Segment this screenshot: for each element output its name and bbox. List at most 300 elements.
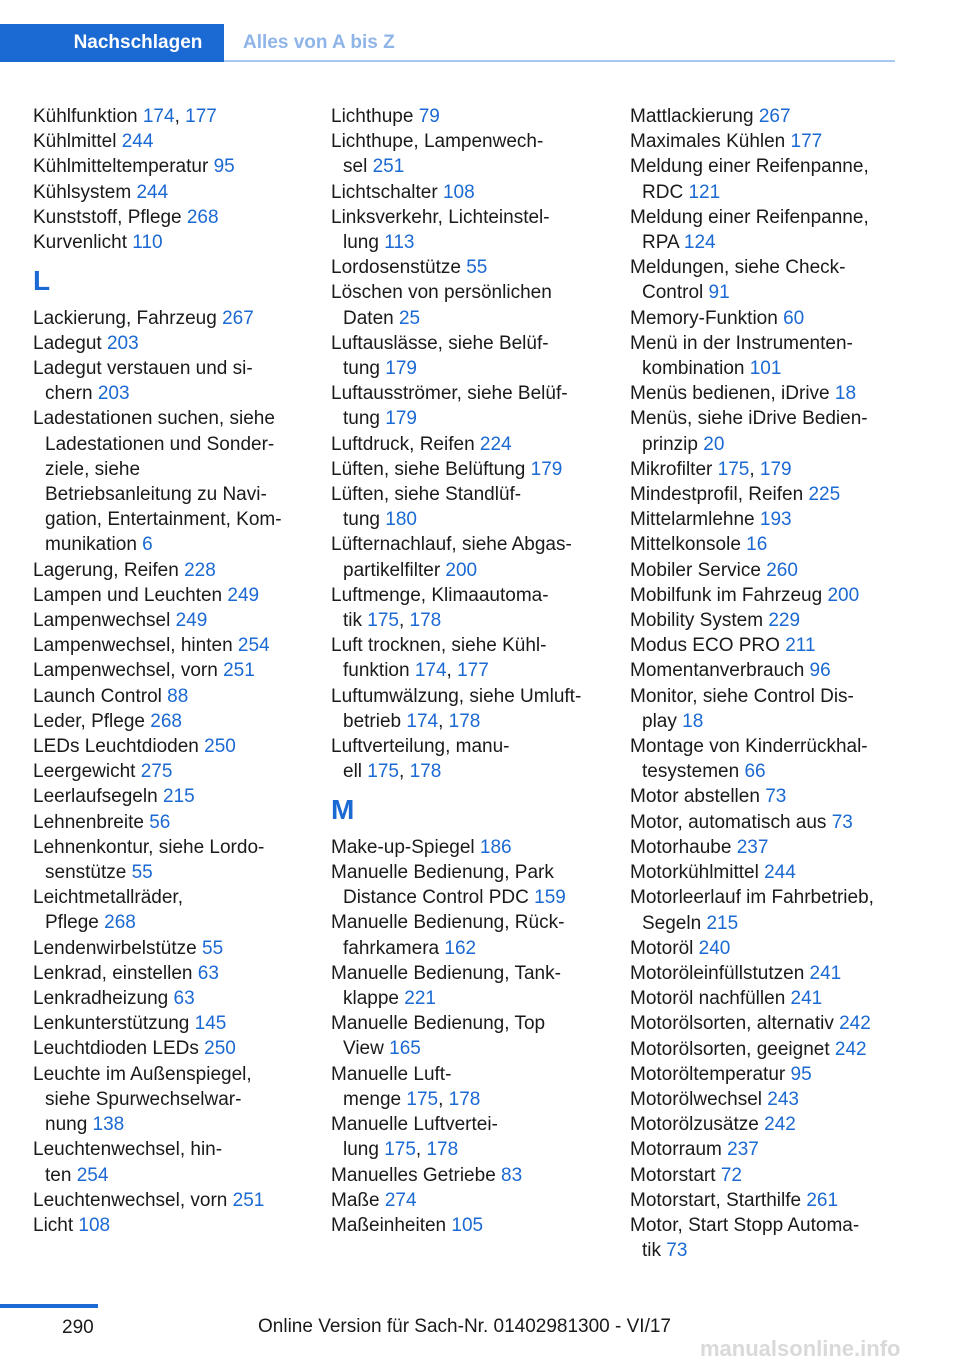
- index-entry: [331, 860, 606, 910]
- page-reference-link[interactable]: 165: [389, 1038, 421, 1060]
- page-reference-link[interactable]: 159: [534, 887, 566, 909]
- index-letter-heading: M: [331, 794, 355, 826]
- index-letter-heading: L: [33, 264, 51, 296]
- index-entry: [33, 1036, 308, 1061]
- index-term: Kunststoff, Pflege: [33, 206, 187, 228]
- page-reference-link[interactable]: 215: [162, 786, 195, 808]
- index-entry: [630, 129, 905, 154]
- index-entry: [33, 961, 308, 986]
- index-term: Lendenwirbelstütze: [33, 937, 202, 959]
- index-term: Maßeinheiten: [331, 1214, 452, 1236]
- page-ref-separator: ,: [398, 610, 410, 632]
- page-reference-link[interactable]: 241: [790, 988, 823, 1010]
- index-entry: [33, 104, 308, 129]
- page-reference-link[interactable]: 244: [121, 131, 154, 153]
- index-term: Lüften, siehe Belüftung: [331, 458, 531, 480]
- index-entry: [331, 1188, 606, 1213]
- index-term: Kühlfunktion: [33, 106, 143, 127]
- page-reference-link[interactable]: 175: [384, 1139, 416, 1161]
- index-term: Memory-Funktion: [630, 307, 784, 329]
- page-reference-link[interactable]: 174: [414, 660, 447, 682]
- index-term: Meldung einer Reifenpanne, RPA: [630, 206, 869, 254]
- index-term: Kühlmitteltemperatur: [33, 156, 214, 178]
- page-reference-link[interactable]: 203: [106, 332, 139, 354]
- index-term: Menüs bedienen, iDrive: [630, 383, 835, 405]
- index-entry: [331, 104, 606, 129]
- index-entry: [33, 784, 308, 809]
- index-term: Mindestprofil, Reifen: [630, 484, 809, 506]
- footer-accent-bar: [0, 1304, 98, 1308]
- page-reference-link[interactable]: 260: [766, 559, 798, 581]
- page-reference-link[interactable]: 240: [698, 937, 731, 959]
- chapter-header: [0, 24, 895, 62]
- index-term: Mobilfunk im Fahrzeug: [630, 584, 828, 606]
- index-entry: [33, 885, 308, 935]
- index-entry: [630, 1062, 905, 1087]
- index-term: Manuelle Luftvertei- lung: [331, 1114, 498, 1161]
- index-entry: [630, 1213, 905, 1263]
- page-reference-link[interactable]: 274: [384, 1189, 417, 1211]
- index-term: Lenkrad, einstellen: [33, 962, 198, 984]
- index-entry: [33, 658, 308, 683]
- index-term: Monitor, siehe Control Dis- play: [630, 685, 854, 732]
- page-reference-link[interactable]: 16: [746, 534, 768, 556]
- index-entry: [331, 205, 606, 255]
- index-term: Lordosenstütze: [331, 257, 467, 279]
- index-entry: [33, 129, 308, 154]
- page-reference-link[interactable]: 177: [457, 660, 489, 682]
- page-reference-link[interactable]: 250: [204, 736, 236, 758]
- page-reference-link[interactable]: 56: [149, 811, 171, 833]
- page-reference-link[interactable]: 124: [683, 232, 716, 254]
- index-entry: [630, 205, 905, 255]
- index-term: Lenkradheizung: [33, 988, 174, 1010]
- index-term: Motorstart, Starthilfe: [630, 1189, 807, 1211]
- index-term: Mattlackierung: [630, 106, 759, 127]
- index-entry: [33, 709, 308, 734]
- page-reference-link[interactable]: 211: [785, 635, 816, 657]
- index-entry: [33, 306, 308, 331]
- index-term: Motoröl nachfüllen: [630, 988, 791, 1010]
- page-reference-link[interactable]: 105: [451, 1214, 484, 1236]
- page-reference-link[interactable]: 121: [688, 181, 721, 203]
- page-reference-link[interactable]: 79: [418, 106, 440, 127]
- index-entry: [630, 633, 905, 658]
- page-reference-link[interactable]: 6: [142, 534, 153, 556]
- page-reference-link[interactable]: 254: [76, 1164, 109, 1186]
- page-reference-link[interactable]: 175: [406, 1088, 439, 1110]
- index-term: Motoröl: [630, 937, 699, 959]
- index-term: Modus ECO PRO: [630, 635, 786, 657]
- index-entry: [331, 129, 606, 179]
- page-reference-link[interactable]: 180: [385, 509, 417, 531]
- page-reference-link[interactable]: 20: [703, 433, 725, 455]
- index-entry: [331, 684, 606, 734]
- index-entry: [331, 280, 606, 330]
- page-reference-link[interactable]: 254: [237, 635, 270, 657]
- page-reference-link[interactable]: 178: [409, 761, 442, 783]
- page-reference-link[interactable]: 88: [167, 685, 189, 707]
- index-term: Lampenwechsel, hinten: [33, 635, 238, 657]
- page-reference-link[interactable]: 237: [727, 1139, 759, 1161]
- page-reference-link[interactable]: 268: [150, 710, 182, 732]
- index-term: Lüften, siehe Standlüf- tung: [331, 484, 522, 531]
- index-entry: [630, 381, 905, 406]
- page-reference-link[interactable]: 175: [717, 458, 750, 480]
- index-entry: [630, 558, 905, 583]
- index-entry: [33, 835, 308, 885]
- index-entry: [630, 154, 905, 204]
- index-entry: [630, 1087, 905, 1112]
- page-reference-link[interactable]: 225: [808, 484, 841, 506]
- index-term: Manuelle Bedienung, Tank- klappe: [331, 962, 561, 1010]
- index-entry: [630, 1037, 905, 1062]
- index-entry: [33, 734, 308, 759]
- index-term: Manuelle Luft- menge: [331, 1063, 452, 1110]
- index-entry: [331, 432, 606, 457]
- index-entry: [630, 608, 905, 633]
- page-reference-link[interactable]: 203: [97, 383, 130, 405]
- page-reference-link[interactable]: 249: [175, 610, 208, 632]
- index-entry: [630, 961, 905, 986]
- index-entry: [331, 633, 606, 683]
- page-ref-separator: ,: [415, 1139, 427, 1161]
- page-reference-link[interactable]: 244: [136, 181, 169, 203]
- page-reference-link[interactable]: 96: [809, 660, 831, 682]
- index-entry: [33, 986, 308, 1011]
- page-reference-link[interactable]: 55: [131, 862, 153, 884]
- index-entry: [630, 331, 905, 381]
- index-entry: [33, 583, 308, 608]
- index-entry: [331, 961, 606, 1011]
- index-term: Ladestationen suchen, siehe Ladestationen und Sonder- ziele, siehe Betriebsanleitung zu Navi- gation, Entertainment, Kom- munikation: [33, 408, 282, 556]
- index-entry: [33, 356, 308, 406]
- index-term: Mobiler Service: [630, 559, 767, 581]
- page-reference-link[interactable]: 251: [223, 660, 255, 682]
- index-entry: [331, 1062, 606, 1112]
- index-term: Lehnenbreite: [33, 811, 150, 833]
- index-term: Motorraum: [630, 1139, 728, 1161]
- page-reference-link[interactable]: 244: [764, 862, 796, 884]
- page-reference-link[interactable]: 221: [404, 988, 436, 1010]
- page-ref-separator: ,: [399, 761, 410, 783]
- index-entry: [630, 583, 905, 608]
- index-entry: [331, 180, 606, 205]
- index-term: Ladegut: [33, 332, 107, 354]
- index-entry: [33, 1213, 308, 1238]
- index-term: Leerlaufsegeln: [33, 786, 163, 808]
- index-term: Kurvenlicht: [33, 232, 133, 254]
- page-reference-link[interactable]: 178: [448, 1088, 481, 1110]
- index-entry: [331, 255, 606, 280]
- index-term: Lagerung, Reifen: [33, 559, 185, 581]
- index-term: Lüfternachlauf, siehe Abgas- partikelfilter: [331, 534, 572, 581]
- page-reference-link[interactable]: 179: [759, 458, 792, 480]
- header-rule: [224, 60, 895, 62]
- index-term: Leuchte im Außenspiegel, siehe Spurwechselwar- nung: [33, 1063, 252, 1136]
- index-entry: [33, 759, 308, 784]
- page-reference-link[interactable]: 242: [834, 1038, 867, 1060]
- index-entry: [630, 104, 905, 129]
- page-reference-link[interactable]: 73: [831, 811, 853, 833]
- page-reference-link[interactable]: 63: [173, 988, 195, 1010]
- page-reference-link[interactable]: 66: [744, 761, 766, 783]
- index-entry: [331, 734, 606, 784]
- index-term: Ladegut verstauen und si- chern: [33, 358, 253, 405]
- index-term: Manuelles Getriebe: [331, 1164, 502, 1186]
- page-reference-link[interactable]: 261: [806, 1189, 839, 1211]
- index-term: Motor abstellen: [630, 786, 766, 808]
- index-term: Lampenwechsel: [33, 610, 176, 632]
- index-entry: [630, 1112, 905, 1137]
- page-reference-link[interactable]: 18: [834, 383, 857, 405]
- page-reference-link[interactable]: 174: [142, 106, 175, 127]
- index-entry: [630, 860, 905, 885]
- index-entry: [630, 306, 905, 331]
- page-ref-separator: ,: [438, 710, 449, 732]
- index-entry: [331, 331, 606, 381]
- index-entry: [630, 1163, 905, 1188]
- page-reference-link[interactable]: 177: [790, 131, 823, 153]
- page-reference-link[interactable]: 275: [140, 761, 173, 783]
- index-entry: [630, 1188, 905, 1213]
- index-entry: [33, 406, 308, 557]
- index-term: Make-up-Spiegel: [331, 836, 480, 858]
- index-term: Luftumwälzung, siehe Umluft- betrieb: [331, 685, 582, 732]
- page-reference-link[interactable]: 73: [765, 786, 787, 808]
- page-reference-link[interactable]: 95: [213, 156, 235, 178]
- index-entry: [630, 810, 905, 835]
- index-entry: [630, 482, 905, 507]
- page-reference-link[interactable]: 229: [768, 610, 801, 632]
- index-term: LEDs Leuchtdioden: [33, 736, 205, 758]
- index-entry: [331, 583, 606, 633]
- index-entry: [33, 633, 308, 658]
- page-reference-link[interactable]: 178: [426, 1139, 459, 1161]
- index-term: Lichtschalter: [331, 181, 443, 203]
- index-entry: [33, 1011, 308, 1036]
- page-reference-link[interactable]: 268: [104, 912, 136, 934]
- index-entry: [33, 1062, 308, 1138]
- index-term: Manuelle Bedienung, Top View: [331, 1013, 546, 1060]
- index-term: Lampenwechsel, vorn: [33, 660, 224, 682]
- index-term: Mobility System: [630, 610, 769, 632]
- index-entry: [630, 784, 905, 809]
- index-column-3: [630, 104, 905, 1263]
- index-entry: [630, 684, 905, 734]
- index-term: Leder, Pflege: [33, 710, 151, 732]
- page-reference-link[interactable]: 178: [448, 710, 481, 732]
- index-entry: [630, 936, 905, 961]
- index-term: Momentanverbrauch: [630, 660, 810, 682]
- page-reference-link[interactable]: 175: [367, 761, 399, 783]
- index-term: Luftauslässe, siehe Belüf- tung: [331, 332, 549, 380]
- page-reference-link[interactable]: 242: [839, 1013, 871, 1035]
- page-reference-link[interactable]: 251: [232, 1189, 265, 1211]
- page-ref-separator: ,: [749, 458, 760, 480]
- index-term: Luftmenge, Klimaautoma- tik: [331, 584, 549, 632]
- tab-nachschlagen[interactable]: Nachschlagen: [52, 24, 224, 62]
- page-reference-link[interactable]: 108: [78, 1214, 111, 1236]
- index-term: Luftverteilung, manu- ell: [331, 736, 510, 783]
- index-term: Launch Control: [33, 685, 168, 707]
- index-term: Menüs, siehe iDrive Bedien- prinzip: [630, 408, 868, 455]
- page-reference-link[interactable]: 162: [444, 937, 477, 959]
- page-ref-separator: ,: [438, 1088, 449, 1110]
- page-reference-link[interactable]: 145: [194, 1013, 227, 1035]
- index-term: Luftdruck, Reifen: [331, 433, 480, 455]
- page-reference-link[interactable]: 267: [758, 106, 791, 127]
- tab-alles-von-a-bis-z[interactable]: Alles von A bis Z: [243, 32, 395, 53]
- watermark: manualsonline.info: [700, 1336, 901, 1361]
- page-reference-link[interactable]: 224: [479, 433, 512, 455]
- index-entry: [630, 658, 905, 683]
- page-reference-link[interactable]: 179: [385, 358, 417, 380]
- index-term: Mittelkonsole: [630, 534, 747, 556]
- page-reference-link[interactable]: 178: [409, 610, 442, 632]
- index-term: Menü in der Instrumenten- kombination: [630, 332, 853, 380]
- page-reference-link[interactable]: 72: [720, 1164, 742, 1186]
- index-term: Löschen von persönlichen Daten: [331, 282, 552, 329]
- index-entry: [331, 457, 606, 482]
- index-term: Leergewicht: [33, 761, 141, 783]
- index-term: Motorkühlmittel: [630, 862, 765, 884]
- index-entry: [33, 608, 308, 633]
- index-entry: [630, 1137, 905, 1162]
- page-reference-link[interactable]: 60: [783, 307, 805, 329]
- index-entry: [33, 1137, 308, 1187]
- page-reference-link[interactable]: 200: [445, 559, 478, 581]
- page-reference-link[interactable]: 179: [385, 408, 417, 430]
- page-number: 290: [62, 1317, 94, 1338]
- index-entry: [331, 532, 606, 582]
- index-entry: [630, 734, 905, 784]
- page-reference-link[interactable]: 177: [185, 106, 217, 127]
- page-reference-link[interactable]: 267: [222, 307, 254, 329]
- index-term: Motorölzusätze: [630, 1114, 765, 1136]
- page-reference-link[interactable]: 249: [227, 584, 260, 606]
- index-term: Motor, automatisch aus: [630, 811, 832, 833]
- page-reference-link[interactable]: 193: [759, 509, 792, 531]
- index-term: Leuchtenwechsel, vorn: [33, 1189, 233, 1211]
- index-entry: [33, 205, 308, 230]
- index-entry: [331, 1011, 606, 1061]
- page-reference-link[interactable]: 18: [682, 710, 704, 732]
- index-term: Meldungen, siehe Check- Control: [630, 257, 846, 304]
- page-reference-link[interactable]: 243: [767, 1088, 799, 1110]
- page-reference-link[interactable]: 83: [501, 1164, 523, 1186]
- page-reference-link[interactable]: 108: [442, 181, 475, 203]
- page-reference-link[interactable]: 63: [197, 962, 219, 984]
- index-term: Lehnenkontur, siehe Lordo- senstütze: [33, 836, 265, 884]
- index-column-2: [331, 104, 606, 1238]
- page-reference-link[interactable]: 250: [204, 1038, 236, 1060]
- index-term: Motorleerlauf im Fahrbetrieb, Segeln: [630, 887, 874, 934]
- page-reference-link[interactable]: 174: [406, 710, 439, 732]
- index-entry: [630, 885, 905, 935]
- index-term: Kühlsystem: [33, 181, 137, 203]
- index-entry: [331, 910, 606, 960]
- index-term: Leuchtdioden LEDs: [33, 1038, 205, 1060]
- index-term: Motorölwechsel: [630, 1088, 768, 1110]
- index-entry: [33, 154, 308, 179]
- index-term: Motor, Start Stopp Automa- tik: [630, 1214, 860, 1262]
- page-reference-link[interactable]: 91: [708, 282, 730, 304]
- index-term: Luft trocknen, siehe Kühl- funktion: [331, 635, 547, 682]
- index-term: Kühlmittel: [33, 131, 122, 153]
- index-entry: [630, 835, 905, 860]
- page-reference-link[interactable]: 110: [132, 232, 163, 254]
- index-term: Lenkunterstützung: [33, 1013, 195, 1035]
- index-term: Luftausströmer, siehe Belüf- tung: [331, 383, 568, 430]
- index-term: Maße: [331, 1189, 385, 1211]
- index-term: Motorölsorten, geeignet: [630, 1038, 835, 1060]
- page-reference-link[interactable]: 237: [736, 836, 769, 858]
- page-reference-link[interactable]: 186: [479, 836, 512, 858]
- page-reference-link[interactable]: 200: [827, 584, 860, 606]
- page-reference-link[interactable]: 179: [530, 458, 563, 480]
- page-reference-link[interactable]: 55: [466, 257, 488, 279]
- index-term: Lichthupe: [331, 106, 419, 127]
- index-term: Motorstart: [630, 1164, 721, 1186]
- page-reference-link[interactable]: 242: [764, 1114, 796, 1136]
- page-reference-link[interactable]: 241: [809, 962, 842, 984]
- index-entry: [331, 1213, 606, 1238]
- index-entry: [33, 558, 308, 583]
- page-reference-link[interactable]: 268: [186, 206, 219, 228]
- index-entry: [331, 1112, 606, 1162]
- page-reference-link[interactable]: 251: [372, 156, 405, 178]
- index-entry: [33, 684, 308, 709]
- index-entry: [630, 255, 905, 305]
- page-reference-link[interactable]: 101: [749, 358, 782, 380]
- index-term: Mikrofilter: [630, 458, 718, 480]
- index-entry: [331, 835, 606, 860]
- index-entry: [630, 406, 905, 456]
- page-reference-link[interactable]: 228: [184, 559, 216, 581]
- page-reference-link[interactable]: 73: [666, 1240, 688, 1262]
- header-tab-marker: [0, 24, 52, 62]
- index-entry: [630, 532, 905, 557]
- page-reference-link[interactable]: 215: [706, 912, 739, 934]
- index-entry: [331, 1163, 606, 1188]
- index-term: Mittelarmlehne: [630, 509, 760, 531]
- online-version-note: Online Version für Sach-Nr. 01402981300 - VI/17: [258, 1316, 671, 1337]
- page-ref-separator: ,: [446, 660, 458, 682]
- index-entry: [33, 180, 308, 205]
- index-term: Motorölsorten, alternativ: [630, 1013, 840, 1035]
- index-term: Licht: [33, 1214, 79, 1236]
- page-reference-link[interactable]: 113: [384, 232, 415, 254]
- index-entry: [33, 810, 308, 835]
- index-term: Manuelle Bedienung, Park Distance Control PDC: [331, 862, 554, 909]
- index-term: Montage von Kinderrückhal- tesystemen: [630, 736, 868, 783]
- index-term: Motoröltemperatur: [630, 1063, 791, 1085]
- index-term: Leuchtenwechsel, hin- ten: [33, 1139, 223, 1186]
- index-entry: [331, 482, 606, 532]
- index-entry: [630, 507, 905, 532]
- page-reference-link[interactable]: 175: [367, 610, 399, 632]
- page-reference-link[interactable]: 55: [202, 937, 224, 959]
- index-term: Maximales Kühlen: [630, 131, 791, 153]
- page-reference-link[interactable]: 138: [92, 1114, 125, 1136]
- page-reference-link[interactable]: 25: [398, 307, 421, 329]
- index-entry: [33, 230, 308, 255]
- index-term: Manuelle Bedienung, Rück- fahrkamera: [331, 912, 565, 959]
- index-term: Leichtmetallräder, Pflege: [33, 887, 183, 934]
- index-term: Lampen und Leuchten: [33, 584, 228, 606]
- page-reference-link[interactable]: 95: [790, 1063, 812, 1085]
